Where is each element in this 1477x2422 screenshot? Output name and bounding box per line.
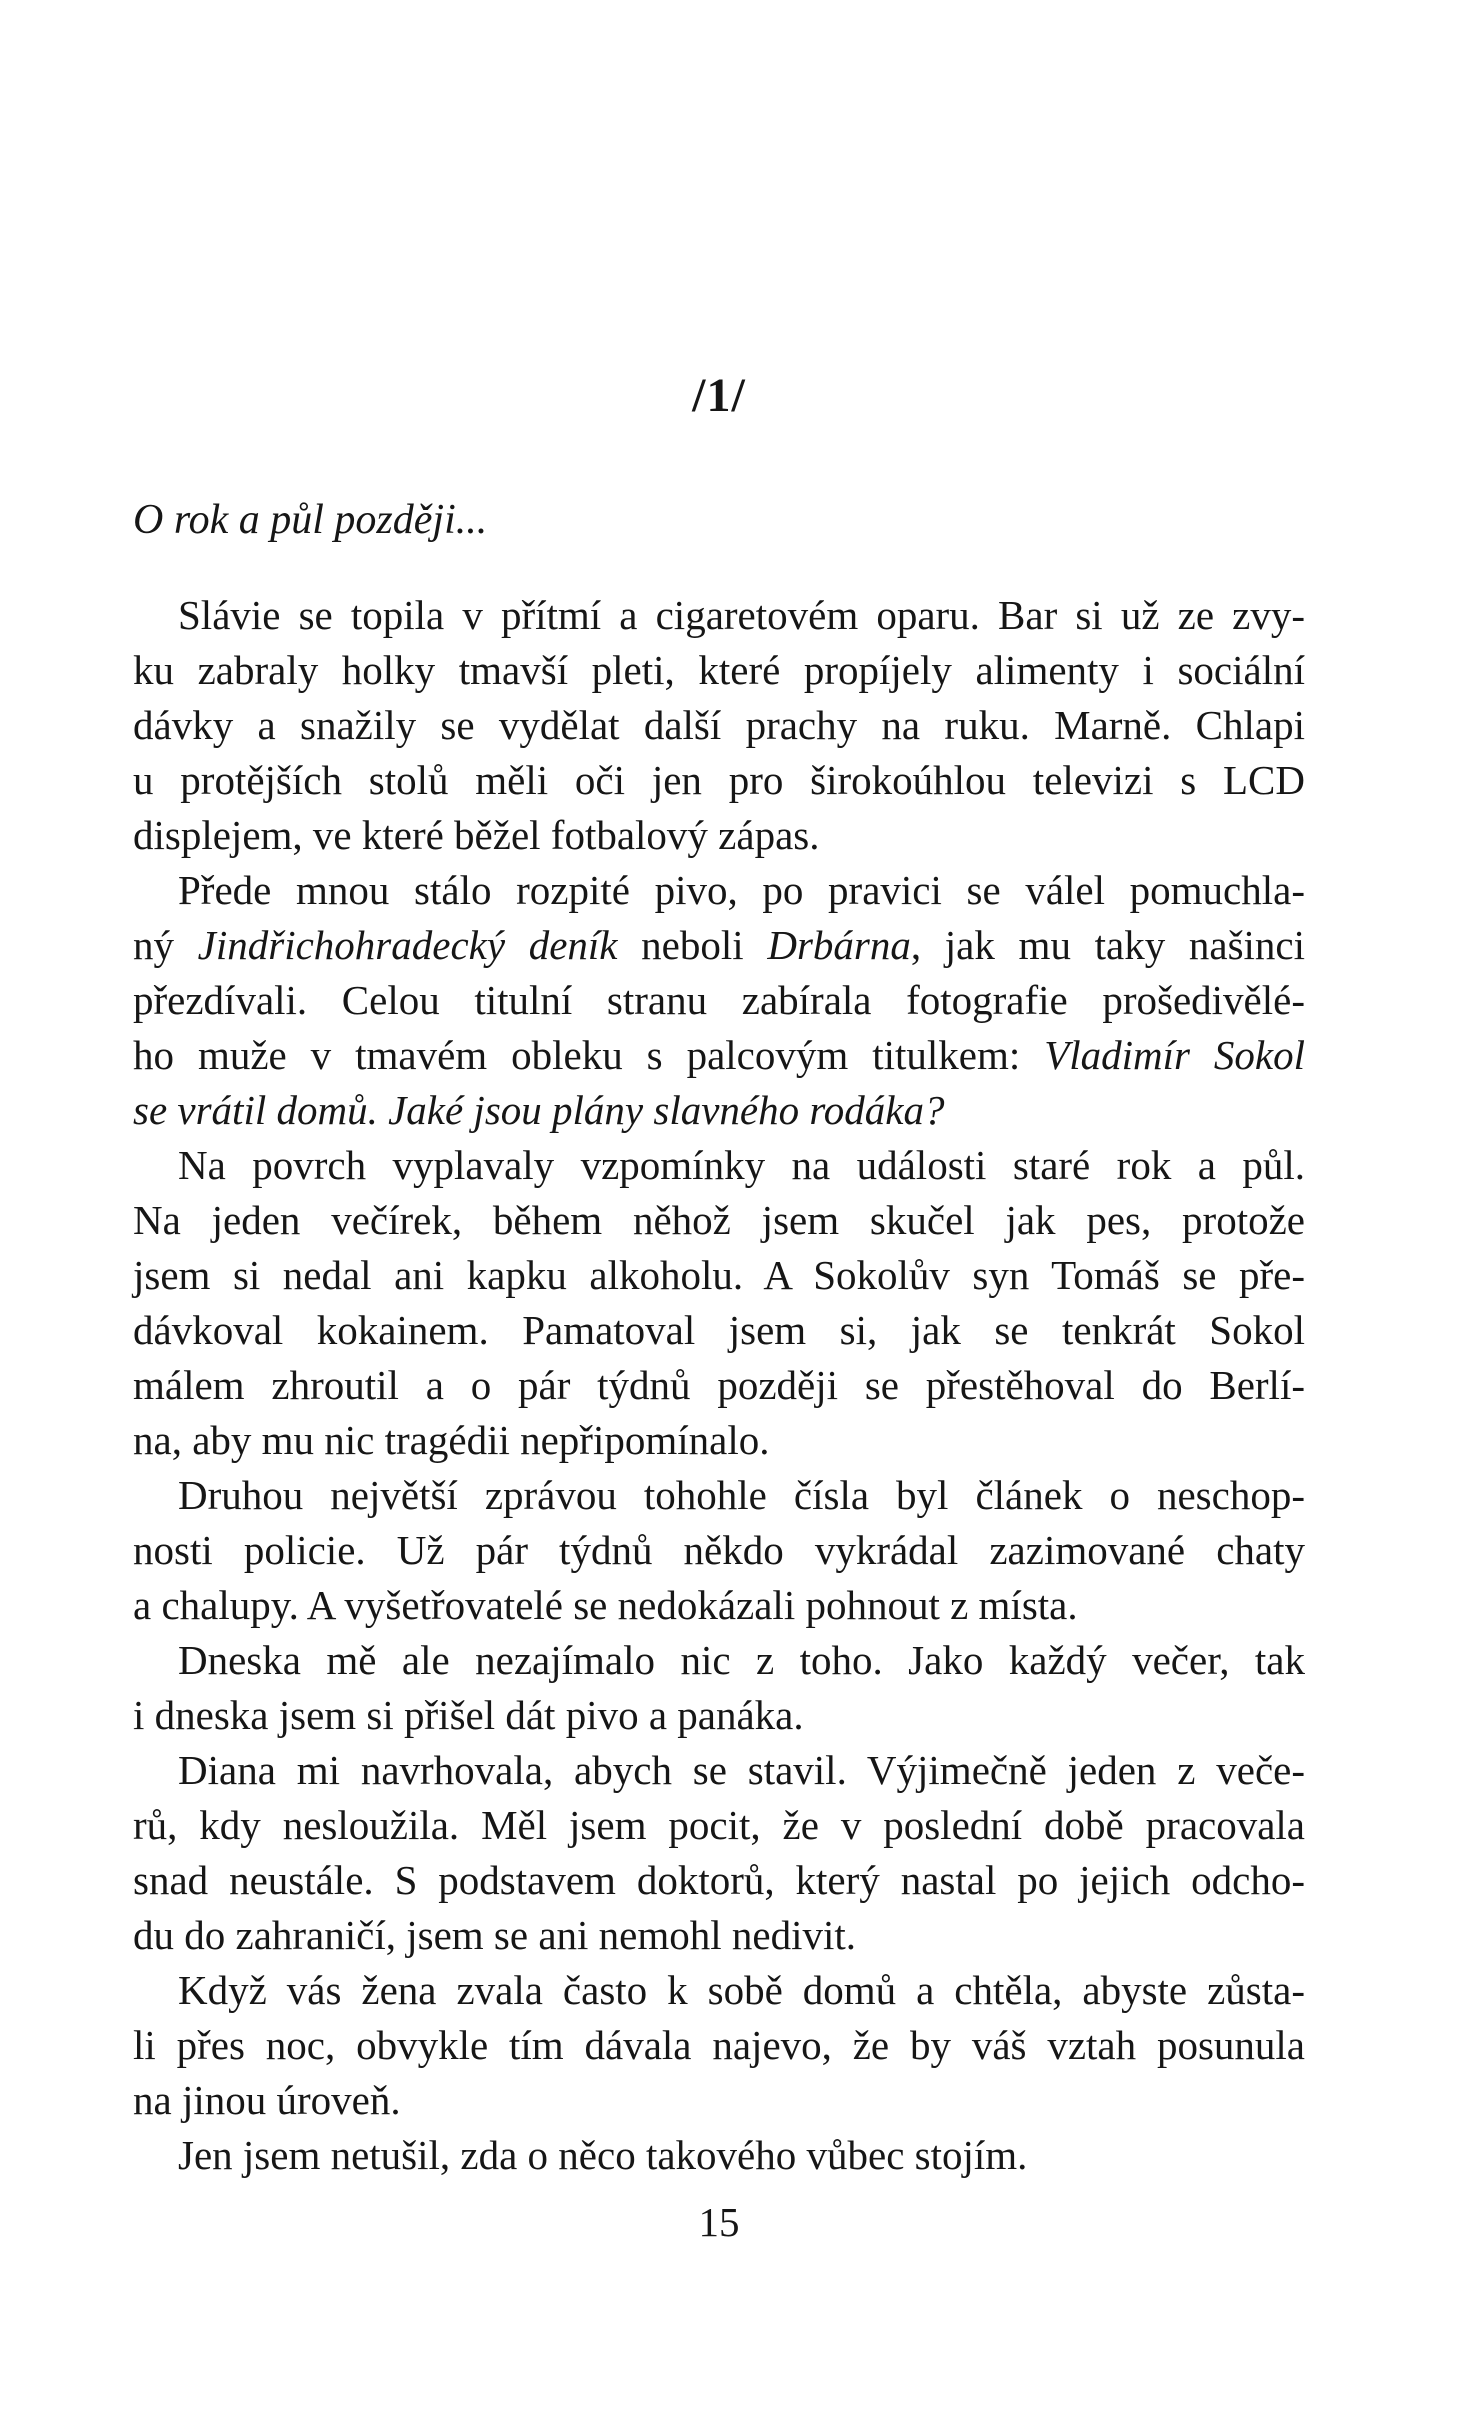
text-line (133, 1578, 1305, 1633)
text-line (133, 918, 1305, 973)
text-line (133, 753, 1305, 808)
body-text (133, 588, 1305, 2183)
text-segment: dávky a snažily se vydělat další prachy na ruku. Marně. Chlapi (133, 702, 1305, 748)
text-segment: Slávie se topila v přítmí a cigaretovém oparu. Bar si už ze zvy- (178, 592, 1305, 638)
text-segment: dávkoval kokainem. Pamatoval jsem si, jak se tenkrát Sokol (133, 1307, 1305, 1353)
text-line (133, 1468, 1305, 1523)
text-line (133, 1413, 1305, 1468)
text-segment: Když vás žena zvala často k sobě domů a chtěla, abyste zůsta- (178, 1967, 1305, 2013)
text-segment: Přede mnou stálo rozpité pivo, po pravici se válel pomuchla- (178, 867, 1305, 913)
text-line (133, 1853, 1305, 1908)
text-line (133, 2018, 1305, 2073)
text-segment: Dneska mě ale nezajímalo nic z toho. Jako každý večer, tak (178, 1637, 1305, 1683)
text-segment: displejem, ve které běžel fotbalový zápas. (133, 812, 820, 858)
text-line (133, 1083, 1305, 1138)
text-line (133, 808, 1305, 863)
text-segment: li přes noc, obvykle tím dávala najevo, že by váš vztah posunula (133, 2022, 1305, 2068)
text-line (133, 1193, 1305, 1248)
text-line (133, 588, 1305, 643)
text-line (133, 1963, 1305, 2018)
text-line (133, 698, 1305, 753)
text-segment: Diana mi navrhovala, abych se stavil. Výjimečně jeden z veče- (178, 1747, 1305, 1793)
text-segment: málem zhroutil a o pár týdnů později se přestěhoval do Berlí- (133, 1362, 1305, 1408)
text-line (133, 2073, 1305, 2128)
italic-text-segment: Vladimír Sokol (1044, 1032, 1306, 1078)
text-line (133, 2128, 1305, 2183)
italic-text-segment: Jindřichohradecký deník (197, 922, 618, 968)
section-note: O rok a půl později... (133, 497, 488, 543)
text-line (133, 1028, 1305, 1083)
text-segment: Na jeden večírek, během něhož jsem skučel jak pes, protože (133, 1197, 1305, 1243)
text-line (133, 1523, 1305, 1578)
page-number: 15 (698, 2199, 740, 2245)
text-segment: rů, kdy nesloužila. Měl jsem pocit, že v poslední době pracovala (133, 1802, 1305, 1848)
text-line (133, 1798, 1305, 1853)
text-segment: Na povrch vyplavaly vzpomínky na události staré rok a půl. (178, 1142, 1305, 1188)
text-line (133, 973, 1305, 1028)
text-segment: u protějších stolů měli oči jen pro širokoúhlou televizi s LCD (133, 757, 1305, 803)
text-segment: nosti policie. Už pár týdnů někdo vykrádal zazimované chaty (133, 1527, 1305, 1573)
text-line (133, 1138, 1305, 1193)
text-segment: Jen jsem netušil, zda o něco takového vůbec stojím. (178, 2132, 1028, 2178)
text-segment: neboli (617, 922, 768, 968)
text-segment: du do zahraničí, jsem se ani nemohl nedivit. (133, 1912, 857, 1958)
text-segment: ku zabraly holky tmavší pleti, které propíjely alimenty i sociální (133, 647, 1305, 693)
text-segment: ný (133, 922, 198, 968)
text-line (133, 643, 1305, 698)
text-line (133, 1688, 1305, 1743)
text-segment: jsem si nedal ani kapku alkoholu. A Sokolův syn Tomáš se pře- (133, 1252, 1305, 1298)
text-line (133, 1358, 1305, 1413)
italic-text-segment: Drbárna (767, 922, 911, 968)
text-segment: ho muže v tmavém obleku s palcovým titulkem: (133, 1032, 1045, 1078)
text-line (133, 863, 1305, 918)
text-segment: na jinou úroveň. (133, 2077, 401, 2123)
italic-text-segment: se vrátil domů. Jaké jsou plány slavného rodáka? (133, 1087, 945, 1133)
text-segment: přezdívali. Celou titulní stranu zabírala fotografie prošedivělé- (133, 977, 1305, 1023)
text-segment: Druhou největší zprávou tohohle čísla byl článek o neschop- (178, 1472, 1305, 1518)
text-line (133, 1908, 1305, 1963)
chapter-number: /1/ (692, 369, 746, 422)
text-segment: i dneska jsem si přišel dát pivo a panáka. (133, 1692, 804, 1738)
text-segment: , jak mu taky našinci (910, 922, 1306, 968)
text-line (133, 1743, 1305, 1798)
text-line (133, 1633, 1305, 1688)
text-segment: a chalupy. A vyšetřovatelé se nedokázali pohnout z místa. (133, 1582, 1078, 1628)
text-line (133, 1248, 1305, 1303)
text-line (133, 1303, 1305, 1358)
text-segment: snad neustále. S podstavem doktorů, který nastal po jejich odcho- (133, 1857, 1305, 1903)
text-segment: na, aby mu nic tragédii nepřipomínalo. (133, 1417, 770, 1463)
